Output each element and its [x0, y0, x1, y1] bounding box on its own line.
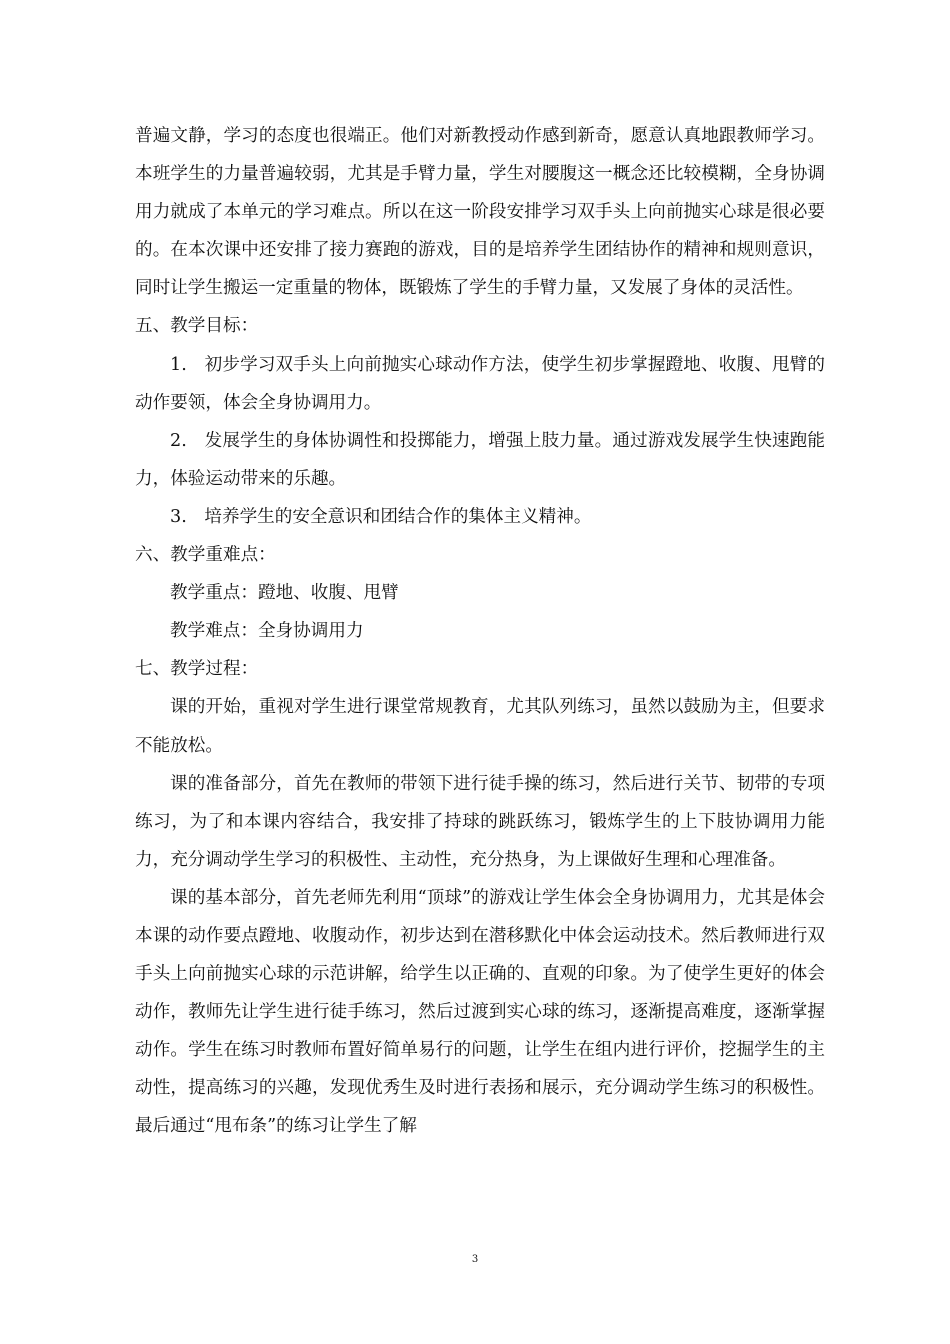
- process-paragraph-basic: 课的基本部分，首先老师先利用“顶球”的游戏让学生体会全身协调用力，尤其是体会本课的动作要点蹬地、收腹动作，初步达到在潜移默化中体会运动技术。然后教师进行双手头上向前抛实心球的示范讲解，给学生以正确的、直观的印象。为了使学生更好的体会动作，教师先让学生进行徒手练习，然后过渡到实心球的练习，逐渐提高难度，逐渐掌握动作。学生在练习时教师布置好简单易行的问题，让学生在组内进行评价，挖掘学生的主动性，提高练习的兴趣，发现优秀生及时进行表扬和展示，充分调动学生练习的积极性。最后通过“甩布条”的练习让学生了解: [135, 887, 825, 1137]
- difficulty-line: 教学难点：全身协调用力: [170, 621, 364, 642]
- process-paragraph-opening: 课的开始，重视对学生进行课堂常规教育，尤其队列练习，虽然以鼓励为主，但要求不能放松。: [135, 697, 825, 756]
- goal-item-1: 1. 初步学习双手头上向前抛实心球动作方法，使学生初步掌握蹬地、收腹、甩臂的动作要领，体会全身协调用力。: [135, 354, 825, 413]
- goal-item-3: 3. 培养学生的安全意识和团结合作的集体主义精神。: [170, 506, 592, 527]
- paragraph-student-analysis: 普遍文静，学习的态度也很端正。他们对新教授动作感到新奇，愿意认真地跟教师学习。本班学生的力量普遍较弱，尤其是手臂力量，学生对腰腹这一概念还比较模糊，全身协调用力就成了本单元的学习难点。所以在这一阶段安排学习双手头上向前抛实心球是很必要的。在本次课中还安排了接力赛跑的游戏，目的是培养学生团结协作的精神和规则意识，同时让学生搬运一定重量的物体，既锻炼了学生的手臂力量，又发展了身体的灵活性。: [135, 126, 825, 299]
- process-paragraph-preparation: 课的准备部分，首先在教师的带领下进行徒手操的练习，然后进行关节、韧带的专项练习，为了和本课内容结合，我安排了持球的跳跃练习，锻炼学生的上下肢协调用力能力，充分调动学生学习的积极性、主动性，充分热身，为上课做好生理和心理准备。: [135, 773, 825, 870]
- section-heading-key-points: 六、教学重难点：: [135, 545, 276, 566]
- key-point-line: 教学重点：蹬地、收腹、甩臂: [170, 583, 399, 604]
- body-text: [135, 117, 825, 1146]
- section-heading-teaching-process: 七、教学过程：: [135, 659, 259, 680]
- page-number: 3: [471, 1254, 479, 1265]
- goal-item-2: 2. 发展学生的身体协调性和投掷能力，增强上肢力量。通过游戏发展学生快速跑能力，体验运动带来的乐趣。: [135, 430, 825, 489]
- section-heading-teaching-goals: 五、教学目标：: [135, 316, 259, 337]
